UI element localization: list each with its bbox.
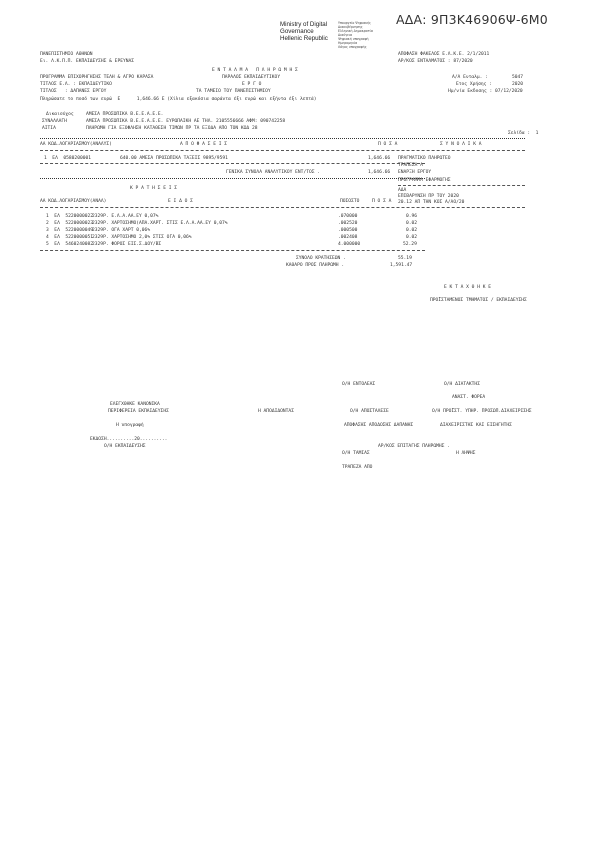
codes-note-5: 20.12 ΑΠ ΤΗΝ ΚΟΣ Α/ΑΟ/20	[398, 200, 465, 205]
amount-in-words: Πληρώσατε το ποσό των ευρώ Ε 1,646.66 Ε (Χίλια εξακόσια σαράντα έξι ευρώ και εξήντα έξι λεπτά)	[40, 97, 317, 102]
codes-note-3: ΑΔΑ	[398, 188, 407, 193]
signatory-c: Ο/Η ΠΡΟΪΣΤ. ΥΠΗΡ. ΠΡΟΣΩΠ.ΔΙΑΧΕΙΡΙΣΗΣ	[432, 409, 532, 414]
deductions-header-3: ΠΟΣΟΣΤΟ	[340, 199, 360, 204]
header-line3-left: ΤΙΤΛΟΣ Ε.Λ. : ΕΚΠΑΙΔΕΥΤΙΚΟ	[40, 82, 112, 87]
head-of-department: ΠΡΟΪΣΤΑΜΕΝΟΣ ΤΜΗΜΑΤΟΣ / ΕΚΠΑΙΔΕΥΣΗΣ	[430, 298, 527, 303]
issue-date-sub: Ο/Η ΕΚΠΑΙΔΕΥΣΗΣ	[104, 444, 146, 449]
deduction-amount: 0.02	[406, 221, 418, 226]
divider	[40, 138, 525, 139]
deputy-body: ΑΝΑΣΤ. ΦΟΡΕΑ	[452, 395, 486, 400]
deduction-kind: 2329Ρ. ΦΟΡΟΣ ΕΙΣ.Σ.ΔΟΥ/ΒΣ	[92, 242, 162, 247]
deduction-amount: 52.29	[403, 242, 417, 247]
divider	[40, 178, 425, 179]
gov-logo	[280, 21, 390, 59]
deduction-percent: .002408	[338, 235, 358, 240]
deduction-kind: 2329Ρ. ΧΑΡΤΟΣΗΜΟ 2,0% ΣΤΙΣ ΟΓΑ 0,06%	[92, 235, 192, 240]
gov-line-1: Ministry of Digital	[280, 21, 328, 28]
issue-date-line: ΕΚΔΟΣΗ..........20..........	[90, 437, 168, 442]
deduction-code: 1 ΕΛ 5220000022	[46, 214, 94, 219]
header-line4-left: ΤΙΤΛΟΣ : ΔΑΠΑΝΕΣ ΕΡΓΟΥ	[40, 89, 107, 94]
divider	[40, 163, 425, 164]
program-mid: ΠΑΡΑΛΟΣ ΕΚΠΑΙΔΕΥΤΙΚΟΥ	[222, 75, 281, 80]
program-right-value: 5047	[512, 75, 524, 80]
receipt-label: Η ΛΗΨΗΣ	[456, 451, 476, 456]
deduction-percent: .002520	[338, 221, 358, 226]
gov-greek-7: Λόγος υπογραφής	[338, 45, 367, 49]
deduction-kind: 2329Ρ. Ε.Λ.Α.ΑΑ.ΕΥ 0,07%	[92, 214, 159, 219]
page-number: Σελίδα : 1	[508, 131, 539, 136]
deduction-kind: 2329Ρ. ΧΑΡΤΟΣΗΜΟ(ΑΠΑ.ΧΑΡΤ. ΣΤΙΣ Ε.Λ.Α.ΑΑ.ΕΥ 0,07%	[92, 221, 228, 226]
codes-row-code: 1 ΕΛ 0580200001	[44, 156, 92, 161]
beneficiary-label-1: Δικαιούχος	[46, 112, 74, 117]
payment-order-number: ΑΡ/ΚΟΣ ΕΠΙΤΑΓΗΣ ΠΛΗΡΩΜΗΣ .	[378, 444, 450, 449]
net-payable-label: ΚΑΘΑΡΟ ΠΡΟΣ ΠΛΗΡΩΜΗ .	[286, 263, 345, 268]
divider	[40, 250, 425, 251]
deduction-code: 2 ΕΛ 5220000023	[46, 221, 94, 226]
codes-note-2: ΠΡΟΓΡΑΜΜΑ ΕΦΑΡΜΟΓΗΣ	[398, 178, 451, 183]
deductions-header-4: Π Ο Σ Α	[372, 199, 392, 204]
header-left-1: ΠΑΝΕΠΙΣΤΗΜΙΟ ΑΘΗΝΩΝ	[40, 52, 93, 57]
beneficiary-name: ΑΜΕΣΑ ΠΡΟΣΩΠΙΚΑ Β.Ε.Ε.Α.Ε.Ε.	[86, 112, 164, 117]
deduction-amount: 0.02	[406, 228, 418, 233]
fiscal-year-label: Ετος Χρήσης :	[456, 82, 492, 87]
authorizing-person: Ο/Η ΔΙΑΤΑΚΤΗΣ	[444, 382, 480, 387]
codes-header-4: Σ Υ Ν Ο Λ Ι Κ Α	[440, 142, 482, 147]
header-line4-mid: ΤΑ ΤΑΜΕΙΟ ΤΟΥ ΠΑΝΕΠΙΣΤΗΜΙΟΥ	[196, 89, 271, 94]
codes-total-label: ΓΕΝΙΚΑ ΣΥΝΟΛΑ ΑΝΑΛΥΤΙΚΟΥ ΕΝΤ/ΤΟΣ .	[226, 170, 321, 175]
beneficiary-details: ΑΜΕΣΑ ΠΡΟΣΩΠΙΚΑ Β.Ε.Ε.Α.Ε.Ε. ΕΥΡΩΠΑΙΚΗ ΑΕ ΤΗΛ. 2105556666 ΑΦΜ: 090742258	[86, 119, 286, 124]
gov-greek-3: Ελληνική Δημοκρατία	[338, 29, 373, 33]
program-label: ΠΡΟΓΡΑΜΜΑ ΕΠΙΧΟΡΗΓΗΣΗΣ ΤΕΛΗ & ΑΓΡΟ ΚΑΡΑΣΑ	[40, 75, 154, 80]
gov-line-2: Governance	[280, 28, 314, 35]
net-payable-value: 1,591.47	[390, 263, 413, 268]
ordering-person: Ο/Η ΕΝΤΟΛΕΑΣ	[342, 382, 376, 387]
reason-text: ΠΛΗΡΩΜΗ ΓΙΑ ΕΞΟΦΛΗΣΗ ΚΑΤΑΘΕΣΗ ΤΙΜΩΝ ΠΡ ΤΑ ΕΞΟΔΑ ΑΠΟ ΤΟΝ ΚΩΔ 28	[86, 126, 258, 131]
codes-total-right: ΕΝΑΡΞΗ ΕΡΓΟΥ	[398, 170, 432, 175]
codes-row-right: ΠΡΑΓΜΑΤΙΚΟ ΠΛΗΡΩΤΕΟ	[398, 156, 451, 161]
codes-header-1: ΑΑ ΚΩΔ.ΛΟΓΑΡΙΑΣΜΟΥ(ΑΝΑΛΥΣ)	[40, 142, 112, 147]
header-left-2: Ει. Λ.Κ.Π.Π. ΕΚΠΑΙΔΕΥΣΗΣ & ΕΡΕΥΝΑΣ	[40, 59, 135, 64]
document-title: Ε Ν Τ Α Λ Μ Α Π Λ Η Ρ Ω Μ Η Σ	[212, 68, 298, 73]
gov-greek-2: Διακυβέρνησης	[338, 25, 363, 29]
program-right-label: Α/Α Ενταλμ. :	[452, 75, 488, 80]
header-right-2: ΑΡ/ΚΟΣ ΕΝΤΑΛΜΑΤΟΣ : 87/2020	[398, 59, 473, 64]
signature-caption: Η υπογραφή	[116, 423, 144, 428]
header-line3-mid: Ε Ρ Γ Ο	[242, 82, 262, 87]
gov-greek-5: Ψηφιακή υπογραφή	[338, 37, 369, 41]
deductions-header-2: Ε Ι Δ Ο Σ	[168, 199, 193, 204]
education-region: ΠΕΡΙΦΕΡΕΙΑ ΕΚΠΑΙΔΕΥΣΗΣ	[108, 409, 169, 414]
signatory-f: ΔΙΑΧΕΙΡΙΣΤΗΣ ΚΑΙ ΕΙΣΗΓΗΤΗΣ	[440, 423, 512, 428]
divider	[40, 207, 525, 208]
codes-row-desc: 640.00 ΑΜΕΣΑ ΠΡΟΣΩΠΙΚΑ ΤΑΞΕΙΣ 9895/9591	[120, 156, 228, 161]
codes-row-amount: 1,646.66	[368, 156, 391, 161]
gov-greek-1: Υπουργείο Ψηφιακής	[338, 21, 371, 25]
deductions-header-1: ΑΑ ΚΩΔ.ΛΟΓΑΡΙΑΣΜΟΥ(ΑΝΑΛ)	[40, 199, 107, 204]
deduction-amount: 0.96	[406, 214, 418, 219]
signatory-e: ΑΠΟΦΑΣΗΣ ΑΠΟΔΟΣΗΣ ΔΑΠΑΝΗΣ	[344, 423, 414, 428]
codes-total-amount: 1,646.66	[368, 170, 391, 175]
signatory-a: Η ΑΠΟΔΙΔΟΝΤΑΣ	[258, 409, 294, 414]
signatory-b: Ο/Η ΑΠΟΣΤΑΛΕΣΕ	[350, 409, 389, 414]
deduction-percent: 4.000000	[338, 242, 361, 247]
deductions-total-value: 55.19	[398, 256, 412, 261]
header-right-1: ΑΠΟΦΑΣΗ ΦΑΚΕΛΟΣ Ε.Λ.Κ.Ε. 2/1/2011	[398, 52, 490, 57]
checked-label: ΕΛΕΓΧΘΗΚΕ ΚΑΝΟΝΙΚΑ	[110, 402, 160, 407]
issue-date: Ημ/νία Εκδοσης : 07/12/2020	[448, 89, 523, 94]
bank-label: ΤΡΑΠΕΖΑ ΑΠΟ	[342, 465, 373, 470]
gov-line-3: Hellenic Republic	[280, 35, 328, 42]
fiscal-year-value: 2020	[512, 82, 524, 87]
divider	[40, 150, 525, 151]
cashier-label: Ο/Η ΤΑΜΙΑΣ	[342, 451, 370, 456]
deductions-title: Κ Ρ Α Τ Η Σ Ε Ι Σ	[130, 186, 178, 191]
deductions-total-label: ΣΥΝΟΛΟ ΚΡΑΤΗΣΕΩΝ .	[296, 256, 346, 261]
divider	[398, 185, 525, 186]
beneficiary-label-2: ΣΥΝΑΛΛΑΓΗ	[42, 119, 67, 124]
gov-greek-6: Ημερομηνία	[338, 41, 358, 45]
deduction-percent: .070000	[338, 214, 358, 219]
deduction-code: 4 ΕΛ 5220000051	[46, 235, 94, 240]
deduction-code: 5 ΕΛ 5460240082	[46, 242, 94, 247]
codes-header-3: Π Ο Σ Α	[378, 142, 398, 147]
executed-label: Ε Κ Τ Α Χ Θ Η Κ Ε	[444, 285, 492, 290]
deduction-percent: .000500	[338, 228, 358, 233]
codes-note-4: ΕΠΙΒΑΡΥΝΣΗ ΠΡ ΤΟΥ 2020	[398, 194, 459, 199]
codes-note-1: ΤΡΑΠΕΖΑ Α	[398, 163, 423, 168]
codes-header-2: Α Π Ο Φ Α Σ Ε Ι Σ	[180, 142, 228, 147]
deduction-kind: 2329Ρ. ΟΓΑ ΧΑΡΤ 0,06%	[92, 228, 151, 233]
deduction-code: 3 ΕΛ 5220000049	[46, 228, 94, 233]
reason-label: ΑΙΤΙΑ	[42, 126, 56, 131]
gov-greek-4: Διαύγεια	[338, 33, 352, 37]
deduction-amount: 0.02	[406, 235, 418, 240]
ada-code: ΑΔΑ: 9Π3Κ46906Ψ-6Μ0	[396, 12, 548, 27]
